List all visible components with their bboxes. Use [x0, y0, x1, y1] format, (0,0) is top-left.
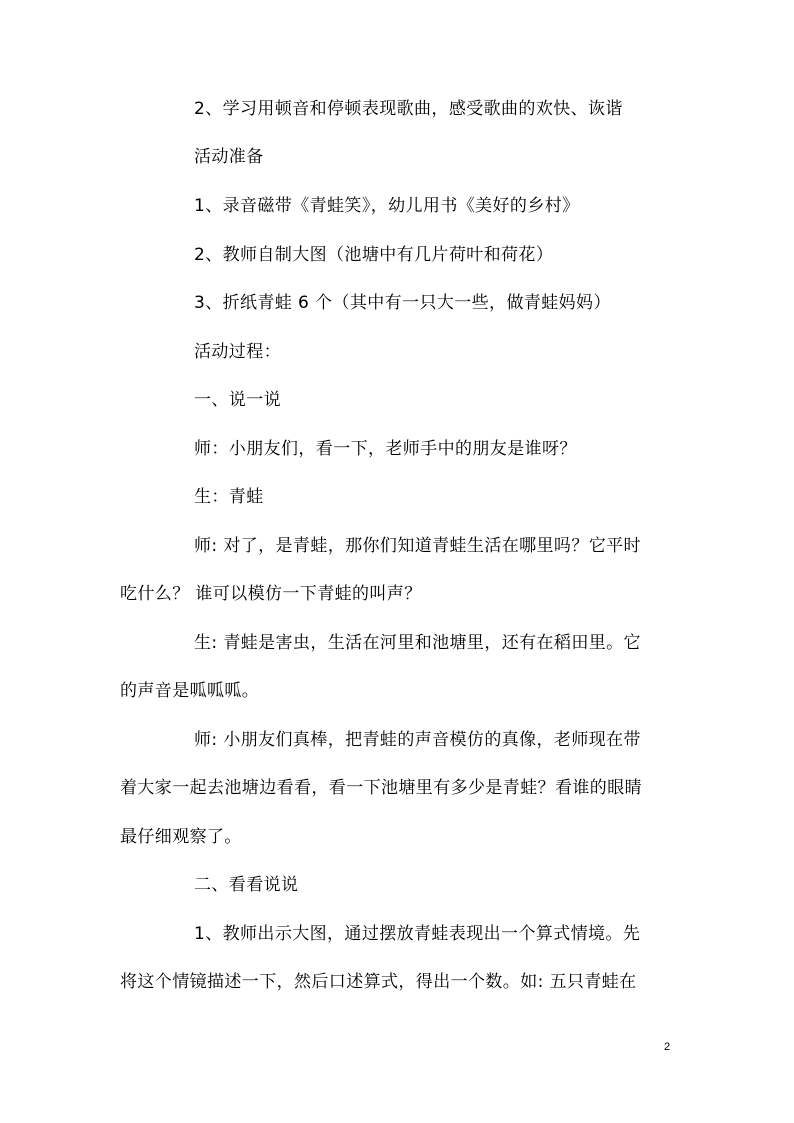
objective-line-2: 2、学习用顿音和停顿表现歌曲，感受歌曲的欢快、诙谐: [194, 99, 623, 119]
preparation-item-1: 1、录音磁带《青蛙笑》，幼儿用书《美好的乡村》: [194, 196, 580, 216]
preparation-item-2: 2、教师自制大图（池塘中有几片荷叶和荷花）: [194, 245, 554, 265]
preparation-item-3: 3、折纸青蛙 6 个（其中有一只大一些，做青蛙妈妈）: [194, 293, 611, 313]
section-heading-process: 活动过程：: [194, 342, 281, 362]
student-dialogue-2-line-2: 的声音是呱呱呱。: [120, 681, 260, 701]
subsection-heading-2: 二、看看说说: [194, 875, 299, 895]
student-dialogue-1: 生：青蛙: [194, 487, 264, 507]
activity-step-1-line-2: 将这个情镜描述一下，然后口述算式，得出一个数。如: 五只青蛙在: [120, 972, 637, 992]
teacher-dialogue-3-line-3: 最仔细观察了。: [120, 827, 242, 847]
teacher-dialogue-2-line-1: 师: 对了，是青蛙，那你们知道青蛙生活在哪里吗？它平时: [194, 536, 641, 556]
subsection-heading-1: 一、说一说: [194, 390, 281, 410]
page-number: 2: [664, 1041, 671, 1053]
teacher-dialogue-3-line-2: 着大家一起去池塘边看看，看一下池塘里有多少是青蛙？看谁的眼睛: [120, 778, 642, 798]
teacher-dialogue-1: 师：小朋友们，看一下，老师手中的朋友是谁呀？: [194, 439, 577, 459]
teacher-dialogue-3-line-1: 师: 小朋友们真棒，把青蛙的声音模仿的真像，老师现在带: [194, 730, 641, 750]
section-heading-preparation: 活动准备: [194, 147, 264, 167]
activity-step-1-line-1: 1、教师出示大图，通过摆放青蛙表现出一个算式情境。先: [194, 924, 641, 944]
teacher-dialogue-2-line-2: 吃什么？ 谁可以模仿一下青蛙的叫声？: [120, 584, 422, 604]
student-dialogue-2-line-1: 生: 青蛙是害虫，生活在河里和池塘里，还有在稻田里。它: [194, 633, 641, 653]
